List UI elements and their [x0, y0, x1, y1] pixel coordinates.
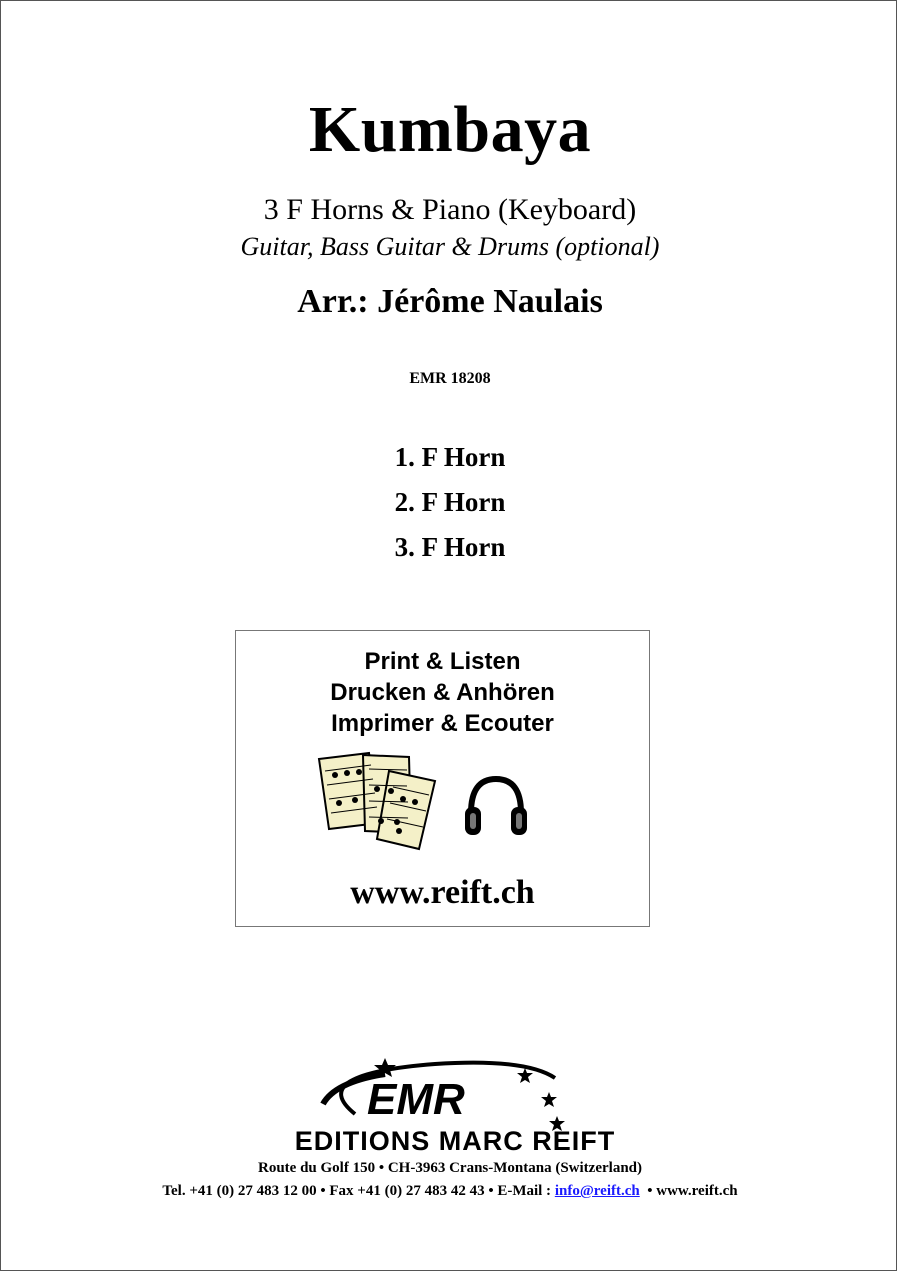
optional-instruments: Guitar, Bass Guitar & Drums (optional): [240, 232, 660, 261]
publisher-address: Route du Golf 150 • CH-3963 Crans-Montana (Switzerland): [258, 1160, 642, 1176]
part-label: 1. F Horn: [394, 442, 506, 472]
logo-emr: EMR: [367, 1075, 465, 1124]
instrumentation: 3 F Horns & Piano (Keyboard): [263, 193, 637, 226]
contact-phone-fax: Tel. +41 (0) 27 483 12 00 • Fax +41 (0) 27 483 42 43 • E-Mail :: [162, 1183, 555, 1199]
print-listen-fr: Imprimer & Ecouter: [331, 710, 554, 737]
publisher-logo: [235, 1052, 675, 1160]
page-title: Kumbaya: [308, 93, 592, 166]
print-listen-en: Print & Listen: [364, 648, 521, 675]
headphones-icon: [461, 773, 531, 843]
catalog-number: EMR 18208: [409, 370, 491, 387]
part-label: 3. F Horn: [394, 532, 506, 562]
print-listen-box: [235, 630, 650, 927]
email-link[interactable]: info@reift.ch: [554, 1183, 640, 1199]
print-listen-de: Drucken & Anhören: [330, 679, 555, 706]
website-link[interactable]: www.reift.ch: [350, 874, 535, 911]
sheet-music-icon: [311, 751, 441, 851]
publisher-name: EDITIONS MARC REIFT: [294, 1126, 616, 1156]
part-label: 2. F Horn: [394, 487, 506, 517]
publisher-contact: [0, 1183, 900, 1200]
arranger: Arr.: Jérôme Naulais: [297, 283, 603, 320]
contact-website[interactable]: • www.reift.ch: [639, 1183, 738, 1199]
